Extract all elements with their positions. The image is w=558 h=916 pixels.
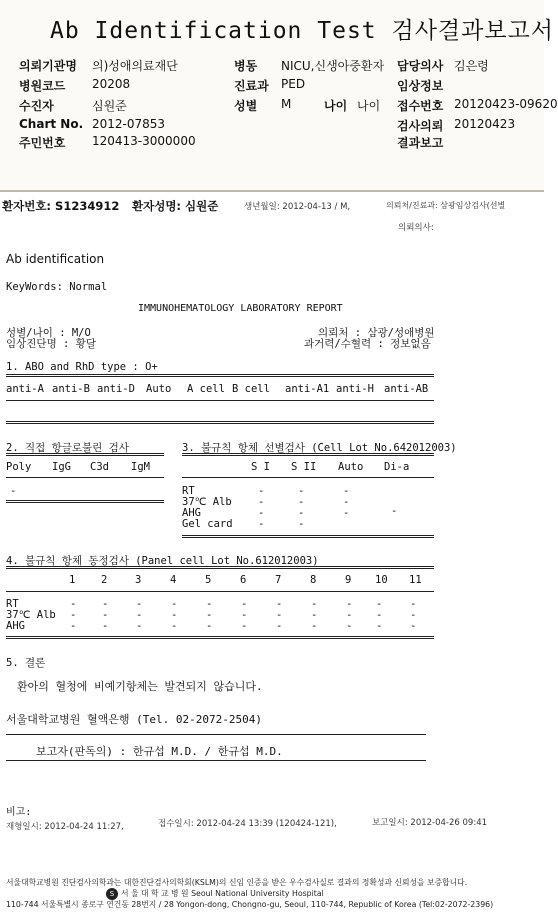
blood-bank: 서울대학교병원 혈액은행 (Tel. 02-2072-2504) [6,713,262,726]
screen-cell: - [343,485,350,497]
panel-row-label: 37℃ Alb [6,609,56,621]
label-receipt-no: 접수번호 [397,99,444,113]
requester: 의뢰처 : 삼광/성애병원 [318,327,435,339]
divider [6,500,164,503]
screen-col-s1: S I [251,461,270,473]
requesting-dept: 의뢰처/진료과: 삼광임상검사(선별 [386,201,506,210]
dat-col-igm: IgM [131,461,150,473]
panel-cell: - [410,609,417,621]
retest-time: 재형일시: 2012-04-24 11:27, [6,822,124,832]
label-department: 진료과 [234,79,269,93]
divider [6,566,434,569]
panel-cell: - [206,598,213,610]
panel-cell: - [241,609,248,621]
abo-col-anti-a: anti-A [6,383,44,395]
label-chart-no: Chart No. [19,117,84,131]
panel-cell: - [410,598,417,610]
panel-cell: - [102,620,109,632]
panel-cell: - [376,598,383,610]
label-doctor: 담당의사 [397,59,444,73]
dat-col-igg: IgG [52,461,71,473]
label-hospital-code: 병원코드 [19,79,66,93]
screen-col-auto: Auto [338,461,364,473]
screen-cell: - [343,496,350,508]
certification: 서울대학교병원 진단검사의학과는 대한진단검사의학회(KSLM)의 신임 인증을 받은 우수검사실로 결과의 정확성과 신뢰성을 보증합니다. [6,878,468,887]
panel-col-11: 11 [409,574,422,586]
panel-cell: - [136,620,143,632]
panel-cell: - [376,620,383,632]
panel-col-1: 1 [69,574,76,586]
dat-result: - [10,485,17,497]
reported-time: 보고일시: 2012-04-26 09:41 [372,818,488,828]
panel-row-label: AHG [6,620,25,632]
panel-col-9: 9 [345,574,352,586]
report-title: Ab Identification Test 검사결과보고서 [50,18,555,44]
value-receipt-no: 20120423-09620 [454,97,558,111]
label-result-report: 결과보고 [397,136,444,150]
panel-title: 4. 불규칙 항체 동정검사 (Panel cell Lot No.612012003) [6,555,319,567]
label-test-request: 검사의뢰 [397,119,444,133]
value-patient: 심원준 [92,99,127,113]
label-requesting-org: 의뢰기관명 [19,59,77,73]
panel-col-10: 10 [375,574,388,586]
panel-cell: - [102,609,109,621]
panel-cell: - [206,609,213,621]
screen-cell: - [298,496,305,508]
panel-cell: - [70,598,77,610]
panel-col-3: 3 [135,574,142,586]
abo-rhd-title: 1. ABO and RhD type : O+ [6,361,158,373]
label-clinical-info: 임상정보 [397,79,444,93]
abo-col-anti-b: anti-B [52,383,90,395]
screen-cell: - [298,507,305,519]
abo-col-anti-h: anti-H [336,383,374,395]
panel-col-7: 7 [275,574,282,586]
screen-row-label: Gel card [182,518,233,530]
panel-cell: - [70,620,77,632]
value-doctor: 김은령 [454,59,489,73]
screen-row-label: AHG [182,507,201,519]
value-department: PED [281,77,306,91]
divider [6,734,426,735]
panel-col-6: 6 [240,574,247,586]
hospital-logo-icon: S [106,888,118,900]
received-time: 접수일시: 2012-04-24 13:39 (120424-121), [158,819,337,829]
abo-col-anti-a1: anti-A1 [285,383,330,395]
keywords: KeyWords: Normal [6,281,108,293]
divider [6,760,426,761]
divider [6,400,434,401]
value-chart-no: 2012-07853 [92,117,166,131]
conclusion-text: 환아의 혈청에 비예기항체는 발견되지 않습니다. [17,680,263,693]
panel-cell: - [276,609,283,621]
dat-col-c3d: C3d [90,461,109,473]
panel-col-4: 4 [170,574,177,586]
screen-row-label: RT [182,485,195,497]
panel-cell: - [346,609,353,621]
patient-birth: 생년월일: 2012-04-13 / M, [244,202,351,212]
panel-col-5: 5 [205,574,212,586]
screen-cell: - [258,485,265,497]
panel-cell: - [311,598,318,610]
dat-col-poly: Poly [6,461,32,473]
abo-col-anti-d: anti-D [97,383,135,395]
abo-col-b-cell: B cell [232,383,270,395]
conclusion-title: 5. 결론 [6,657,46,669]
divider [6,453,164,456]
panel-cell: - [241,598,248,610]
value-ward: NICU,신생아중환자 [281,59,385,73]
report-header [0,0,558,192]
divider [182,453,434,456]
hospital-address: 110-744 서울특별시 종로구 연건동 28번지 / 28 Yongon-dong, Chongno-gu, Seoul, 110-744, Republic of Korea (Tel:02-2072-2396) [6,900,494,909]
panel-cell: - [276,598,283,610]
dat-title: 2. 직접 항글로불린 검사 [6,442,129,454]
label-sex: 성별 [234,99,258,113]
screen-cell: - [258,496,265,508]
screen-title: 3. 불규칙 항체 선별검사 (Cell Lot No.642012003) [182,442,457,454]
panel-cell: - [311,620,318,632]
lab-report-title: IMMUNOHEMATOLOGY LABORATORY REPORT [138,303,343,314]
panel-row-label: RT [6,598,19,610]
screen-col-s2: S II [291,461,317,473]
value-test-request: 20120423 [454,117,516,131]
divider [6,421,434,424]
divider [6,636,434,639]
section-title: Ab identification [6,252,105,266]
screen-cell: - [258,518,265,530]
panel-cell: - [136,609,143,621]
reporter: 보고자(판독의) : 한규섭 M.D. / 한규섭 M.D. [36,745,283,758]
panel-cell: - [346,598,353,610]
panel-cell: - [346,620,353,632]
divider [6,374,434,377]
panel-cell: - [376,609,383,621]
panel-cell: - [206,620,213,632]
screen-col-di-a: Di-a [384,461,410,473]
panel-col-8: 8 [310,574,317,586]
value-requesting-org: 의)성애의료재단 [92,59,178,73]
panel-cell: - [410,620,417,632]
label-age: 나이 [324,99,348,113]
screen-cell: - [343,507,350,519]
transfusion-history: 과거력/수혈력 : 정보없음 [304,338,431,350]
requesting-doctor: 의뢰의사: [398,223,434,233]
patient-name: 환자성명: 심원준 [132,199,219,213]
value-resident-no: 120413-3000000 [92,134,196,148]
sex-age: 성별/나이 : M/O [6,327,91,339]
panel-cell: - [102,598,109,610]
screen-cell: - [258,507,265,519]
panel-cell: - [171,620,178,632]
hospital-name-text: 서 울 대 학 교 병 원 Seoul National University Hospital [121,889,324,898]
value-age: 나이 [357,99,381,113]
note-label: 비고: [6,807,32,818]
divider [6,477,164,478]
screen-row-label: 37℃ Alb [182,496,232,508]
divider [182,477,434,478]
panel-cell: - [241,620,248,632]
panel-cell: - [276,620,283,632]
screen-cell: - [391,505,398,517]
panel-col-2: 2 [101,574,108,586]
label-resident-no: 주민번호 [19,136,66,150]
value-hospital-code: 20208 [92,77,131,91]
label-ward: 병동 [234,59,258,73]
diagnosis: 임상진단명 : 황달 [6,338,96,350]
screen-cell: - [298,485,305,497]
abo-col-auto: Auto [146,383,172,395]
screen-cell: - [298,518,305,530]
panel-cell: - [171,609,178,621]
abo-col-a-cell: A cell [187,383,225,395]
panel-cell: - [70,609,77,621]
divider [182,535,434,538]
patient-id: 환자번호: S1234912 [2,199,120,213]
panel-cell: - [311,609,318,621]
label-patient: 수진자 [19,99,54,113]
divider [6,591,434,592]
abo-col-anti-ab: anti-AB [384,383,429,395]
panel-cell: - [136,598,143,610]
panel-cell: - [171,598,178,610]
value-sex: M [281,97,292,111]
